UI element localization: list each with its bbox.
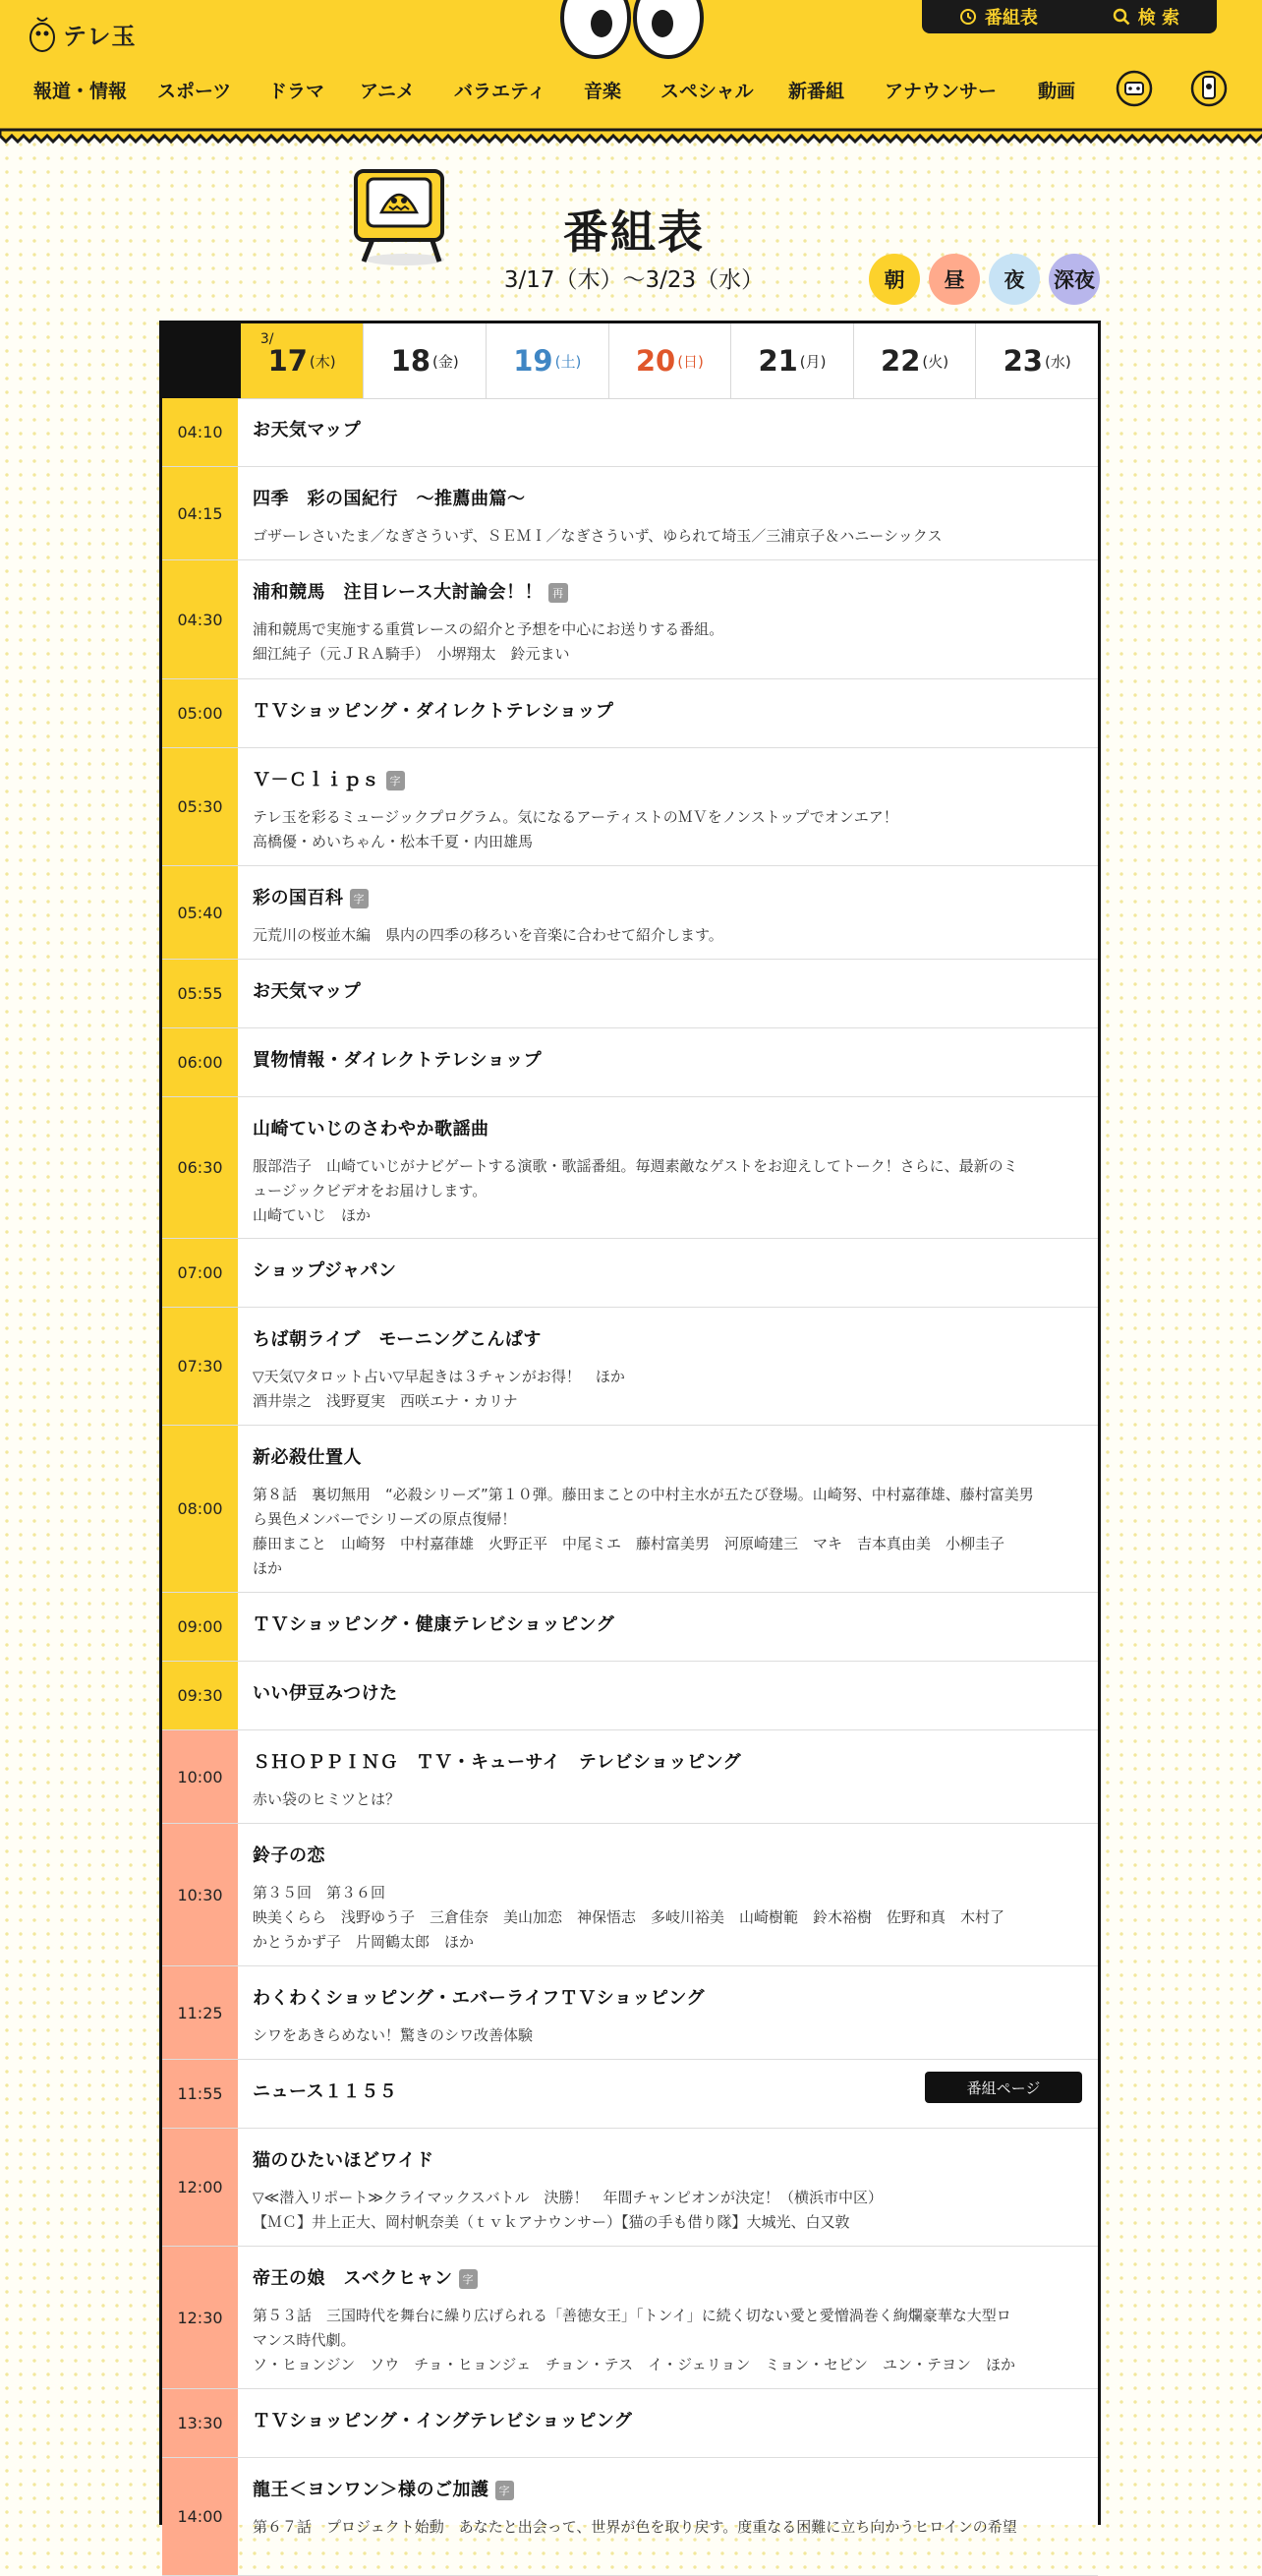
program-row[interactable] <box>162 748 1098 866</box>
program-row[interactable] <box>162 1730 1098 1824</box>
subtitle-badge: 字 <box>459 2269 479 2289</box>
clock-icon <box>959 8 977 26</box>
program-description: ゴザーレさいたま／なぎさういず、ＳＥＭＩ／なぎさういず、ゆられて埼玉／三浦京子＆ハニーシックス <box>253 527 943 545</box>
day-tab-18[interactable] <box>363 323 486 398</box>
day-tab-21[interactable] <box>730 323 853 398</box>
timezone-late-night-button[interactable]: 深夜 <box>1049 254 1100 305</box>
day-number: 23 <box>1003 344 1043 378</box>
program-title: 鈴子の恋 <box>253 1845 325 1866</box>
day-weekday: (日) <box>677 352 704 371</box>
program-row[interactable] <box>162 2129 1098 2247</box>
time-cell: 04:30 <box>162 560 238 678</box>
program-row[interactable] <box>162 1662 1098 1730</box>
day-number: 21 <box>758 344 798 378</box>
day-weekday: (土) <box>554 352 582 371</box>
time-cell: 06:30 <box>162 1097 238 1238</box>
site-logo[interactable] <box>28 14 137 53</box>
schedule-table <box>159 321 1101 2536</box>
day-tab-19[interactable] <box>486 323 608 398</box>
program-title: ショップジャパン <box>253 1260 397 1281</box>
time-cell: 14:00 <box>162 2458 238 2575</box>
program-row[interactable] <box>162 2247 1098 2389</box>
schedule-link[interactable] <box>959 4 1038 29</box>
program-title: 買物情報・ダイレクトテレショップ <box>253 1050 543 1071</box>
time-cell: 07:30 <box>162 1308 238 1425</box>
program-cast: 酒井崇之 浅野夏実 西咲エナ・カリナ <box>253 1392 518 1410</box>
day-number: 17 <box>267 344 308 378</box>
nav-video[interactable]: 動画 <box>1038 81 1076 102</box>
program-description: 第６７話 プロジェクト始動 あなたと出会って、世界が色を取り戻す。度重なる困難に立ち向かうヒロインの希望 <box>253 2518 1017 2536</box>
program-title: お天気マップ <box>253 981 362 1002</box>
time-cell: 08:00 <box>162 1426 238 1592</box>
day-weekday: (金) <box>432 352 459 371</box>
time-cell: 09:30 <box>162 1662 238 1729</box>
tv-mascot-icon <box>346 163 454 271</box>
program-title: 猫のひたいほどワイド <box>253 2150 434 2171</box>
nav-anime[interactable]: アニメ <box>360 81 416 102</box>
program-row[interactable] <box>162 467 1098 560</box>
program-title: お天気マップ <box>253 420 362 440</box>
day-number: 22 <box>881 344 921 378</box>
program-title: 浦和競馬 注目レース大討論会！！ <box>253 582 544 603</box>
program-title: ＴＶショッピング・健康テレビショッピング <box>253 1614 615 1635</box>
program-row[interactable] <box>162 2458 1098 2576</box>
program-cast: 細江純子（元ＪＲＡ騎手） 小堺翔太 鈴元まい <box>253 645 570 663</box>
utility-bar <box>922 0 1217 33</box>
program-row[interactable] <box>162 1097 1098 1239</box>
program-description: シワをあきらめない！驚きのシワ改善体験 <box>253 2026 534 2044</box>
day-number: 20 <box>635 344 676 378</box>
program-title: Ｖ－Ｃｌｉｐｓ <box>253 770 380 790</box>
program-title: ＴＶショッピング・ダイレクトテレショップ <box>253 701 614 722</box>
program-row[interactable] <box>162 2060 1098 2129</box>
time-cell: 06:00 <box>162 1028 238 1096</box>
program-row[interactable] <box>162 2389 1098 2458</box>
nav-drama[interactable]: ドラマ <box>268 81 325 102</box>
program-title: わくわくショッピング・エバーライフＴＶショッピング <box>253 1988 705 2009</box>
subtitle-badge: 字 <box>386 771 406 790</box>
program-title: ちば朝ライブ モーニングこんぱす <box>253 1329 542 1350</box>
day-tab-23[interactable] <box>975 323 1098 398</box>
nav-variety[interactable]: バラエティ <box>454 81 546 102</box>
program-cast: 山崎ていじ ほか <box>253 1206 372 1224</box>
program-row[interactable] <box>162 1239 1098 1308</box>
search-link-label: 検 索 <box>1137 8 1180 29</box>
time-cell: 11:25 <box>162 1966 238 2059</box>
day-weekday: (水) <box>1044 352 1071 371</box>
program-cast: ソ・ヒョンジン ソウ チョ・ヒョンジェ チョン・テス イ・ジェリョン ミョン・セビン ユン・テヨン ほか <box>253 2356 1016 2373</box>
program-description-cont: マンス時代劇。 <box>253 2331 356 2349</box>
program-cast-cont: ほか <box>253 1559 283 1577</box>
nav-news[interactable]: 報道・情報 <box>33 81 128 102</box>
mascot-badge-icon[interactable] <box>1115 65 1154 108</box>
program-description-cont: ら異色メンバーでシリーズの原点復帰！ <box>253 1510 517 1528</box>
program-cast: 【ＭＣ】井上正大、岡村帆奈美（ｔｖｋアナウンサー）【猫の手も借り隊】大城光、白又敦 <box>253 2213 850 2231</box>
mascot-phone-icon[interactable] <box>1189 65 1229 108</box>
table-corner <box>162 323 241 398</box>
subtitle-badge: 字 <box>350 889 370 908</box>
time-cell: 05:55 <box>162 960 238 1027</box>
program-title: ニュース１１５５ <box>253 2081 398 2102</box>
time-cell: 04:10 <box>162 398 238 466</box>
day-weekday: (月) <box>799 352 827 371</box>
program-cast: 映美くらら 浅野ゆう子 三倉佳奈 美山加恋 神保悟志 多岐川裕美 山崎樹範 鈴木裕樹 佐野和真 木村了 <box>253 1908 1005 1926</box>
program-description: 第５３話 三国時代を舞台に繰り広げられる「善徳女王」「トンイ」に続く切ない愛と愛憎渦巻く絢爛豪華な大型ロ <box>253 2307 1011 2324</box>
subtitle-badge: 字 <box>495 2481 515 2500</box>
date-range: 3/17（木）〜3/23（水） <box>503 267 765 293</box>
day-tab-20[interactable] <box>608 323 731 398</box>
timezone-morning-button[interactable]: 朝 <box>869 254 920 305</box>
day-month: 3/ <box>259 331 274 347</box>
mascot-eyes-icon <box>558 0 706 59</box>
rerun-badge: 再 <box>548 583 568 603</box>
program-row[interactable] <box>162 1308 1098 1426</box>
nav-new-programs[interactable]: 新番組 <box>788 81 845 102</box>
program-description: テレ玉を彩るミュージックプログラム。気になるアーティストのＭＶをノンストップでオンエア！ <box>253 808 898 826</box>
program-description: ▽天気▽タロット占い▽早起きは３チャンがお得！ ほか <box>253 1368 625 1385</box>
search-icon <box>1113 8 1130 26</box>
day-tabs <box>162 323 1098 399</box>
program-cast-cont: かとうかず子 片岡鶴太郎 ほか <box>253 1933 475 1951</box>
time-cell: 10:30 <box>162 1824 238 1965</box>
program-row[interactable] <box>162 679 1098 748</box>
program-title: 龍王＜ヨンワン＞様のご加護 <box>253 2480 489 2500</box>
site-header <box>0 0 1262 138</box>
program-row[interactable] <box>162 560 1098 679</box>
program-description: 第３５回 第３６回 <box>253 1884 386 1902</box>
day-tab-17[interactable] <box>241 323 364 398</box>
header-zigzag-edge <box>0 130 1262 146</box>
search-link[interactable] <box>1113 4 1179 29</box>
program-description-cont: ュージックビデオをお届けします。 <box>253 1182 488 1200</box>
program-title: 彩の国百科 <box>253 888 344 908</box>
program-description: 元荒川の桜並木編 県内の四季の移ろいを音楽に合わせて紹介します。 <box>253 926 723 944</box>
day-weekday: (木) <box>309 352 336 371</box>
program-row[interactable] <box>162 1593 1098 1662</box>
day-tab-22[interactable] <box>853 323 976 398</box>
program-cast: 藤田まこと 山崎努 中村嘉葎雄 火野正平 中尾ミエ 藤村富美男 河原崎建三 マキ 吉本真由美 小柳圭子 <box>253 1535 1005 1552</box>
nav-announcer[interactable]: アナウンサー <box>885 81 998 102</box>
time-cell: 05:40 <box>162 866 238 959</box>
program-title: 帝王の娘 スベクヒャン <box>253 2268 453 2289</box>
main-nav <box>0 77 1262 112</box>
program-row[interactable] <box>162 398 1098 467</box>
page-title: 番組表 <box>563 205 705 259</box>
day-number: 18 <box>390 344 431 378</box>
time-cell: 12:00 <box>162 2129 238 2246</box>
schedule-link-label: 番組表 <box>984 8 1038 29</box>
nav-special[interactable]: スペシャル <box>660 81 754 102</box>
day-weekday: (火) <box>922 352 949 371</box>
program-row[interactable] <box>162 1966 1098 2060</box>
nav-sports[interactable]: スポーツ <box>157 81 232 102</box>
time-cell: 04:15 <box>162 467 238 559</box>
timezone-daytime-button[interactable]: 昼 <box>929 254 980 305</box>
program-description: 第８話 裏切無用 “必殺シリーズ”第１０弾。藤田まことの中村主水が五たび登場。山崎努、中村嘉葎雄、藤村富美男 <box>253 1486 1034 1503</box>
program-row[interactable] <box>162 960 1098 1028</box>
program-row[interactable] <box>162 1426 1098 1593</box>
program-row[interactable] <box>162 1824 1098 1966</box>
time-cell: 10:00 <box>162 1730 238 1823</box>
program-row[interactable] <box>162 1028 1098 1097</box>
program-cast: 高橋優・めいちゃん・松本千夏・内田雄馬 <box>253 833 534 850</box>
program-title: 山崎ていじのさわやか歌謡曲 <box>253 1119 489 1140</box>
time-cell: 12:30 <box>162 2247 238 2388</box>
program-description: 浦和競馬で実施する重賞レースの紹介と予想を中心にお送りする番組。 <box>253 620 724 638</box>
program-page-button[interactable]: 番組ページ <box>925 2072 1082 2103</box>
day-number: 19 <box>513 344 553 378</box>
program-description: 赤い袋のヒミツとは？ <box>253 1790 401 1808</box>
program-description: ▽≪潜入リポート≫クライマックスバトル 決勝！ 年間チャンピオンが決定！（横浜市中区） <box>253 2189 883 2206</box>
program-title: ＴＶショッピング・イングテレビショッピング <box>253 2411 633 2431</box>
time-cell: 09:00 <box>162 1593 238 1661</box>
program-description: 服部浩子 山崎ていじがナビゲートする演歌・歌謡番組。毎週素敵なゲストをお迎えしてトーク！さらに、最新のミ <box>253 1157 1018 1175</box>
logo-text: テレ玉 <box>63 22 137 50</box>
program-row[interactable] <box>162 866 1098 960</box>
time-cell: 05:30 <box>162 748 238 865</box>
program-title: 新必殺仕置人 <box>253 1447 362 1468</box>
nav-music[interactable]: 音楽 <box>584 81 622 102</box>
program-title: ＳＨＯＰＰＩＮＧ ＴＶ・キューサイ テレビショッピング <box>253 1752 742 1773</box>
program-title: いい伊豆みつけた <box>253 1683 398 1704</box>
time-cell: 05:00 <box>162 679 238 747</box>
timezone-evening-button[interactable]: 夜 <box>989 254 1040 305</box>
program-title: 四季 彩の国紀行 ～推薦曲篇～ <box>253 489 526 509</box>
time-cell: 07:00 <box>162 1239 238 1307</box>
time-cell: 13:30 <box>162 2389 238 2457</box>
time-cell: 11:55 <box>162 2060 238 2128</box>
mascot-logo-icon <box>28 14 57 53</box>
